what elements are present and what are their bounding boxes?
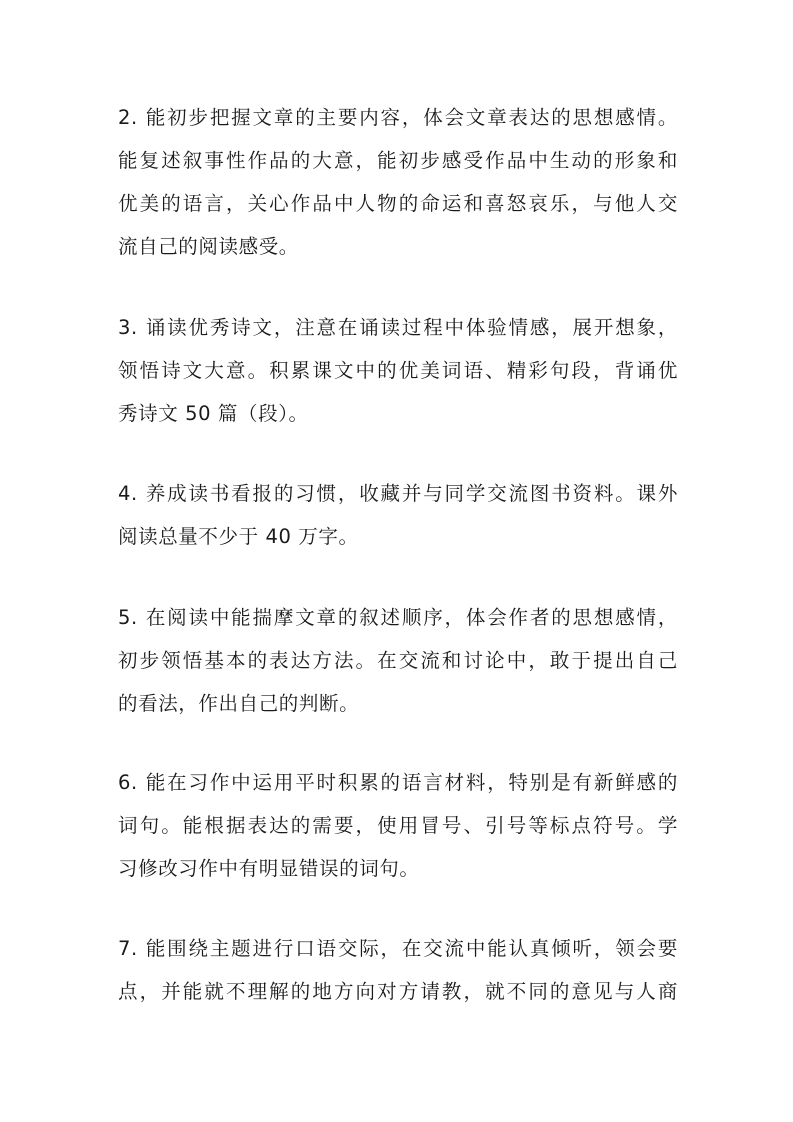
paragraph-item-3 bbox=[118, 318, 678, 447]
paragraph-item-4 bbox=[118, 484, 678, 570]
text-line: 的看法，作出自己的判断。 bbox=[118, 692, 360, 715]
text-line: 3. 诵读优秀诗文，注意在诵读过程中体验情感，展开想象， bbox=[118, 316, 678, 339]
text-line: 词句。能根据表达的需要，使用冒号、引号等标点符号。学 bbox=[118, 814, 678, 837]
paragraph-item-5 bbox=[118, 608, 678, 737]
text-line: 领悟诗文大意。积累课文中的优美词语、精彩句段，背诵优 bbox=[118, 359, 678, 382]
text-line: 阅读总量不少于 40 万字。 bbox=[118, 525, 359, 548]
text-line: 6. 能在习作中运用平时积累的语言材料，特别是有新鲜感的 bbox=[118, 771, 678, 794]
text-line: 初步领悟基本的表达方法。在交流和讨论中，敢于提出自己 bbox=[118, 649, 678, 672]
text-line: 优美的语言，关心作品中人物的命运和喜怒哀乐，与他人交 bbox=[118, 192, 678, 215]
text-line: 5. 在阅读中能揣摩文章的叙述顺序，体会作者的思想感情， bbox=[118, 606, 678, 629]
text-line: 4. 养成读书看报的习惯，收藏并与同学交流图书资料。课外 bbox=[118, 482, 678, 505]
text-line: 习修改习作中有明显错误的词句。 bbox=[118, 857, 420, 880]
text-line: 2. 能初步把握文章的主要内容，体会文章表达的思想感情。 bbox=[118, 106, 678, 129]
text-line: 能复述叙事性作品的大意，能初步感受作品中生动的形象和 bbox=[118, 149, 678, 172]
paragraph-item-6 bbox=[118, 773, 678, 902]
paragraph-item-7 bbox=[118, 939, 678, 1025]
text-line: 7. 能围绕主题进行口语交际，在交流中能认真倾听，领会要 bbox=[118, 937, 678, 960]
text-line: 秀诗文 50 篇（段）。 bbox=[118, 402, 309, 425]
text-line: 点，并能就不理解的地方向对方请教，就不同的意见与人商 bbox=[118, 980, 678, 1003]
text-line: 流自己的阅读感受。 bbox=[118, 235, 299, 258]
paragraph-item-2 bbox=[118, 108, 678, 280]
